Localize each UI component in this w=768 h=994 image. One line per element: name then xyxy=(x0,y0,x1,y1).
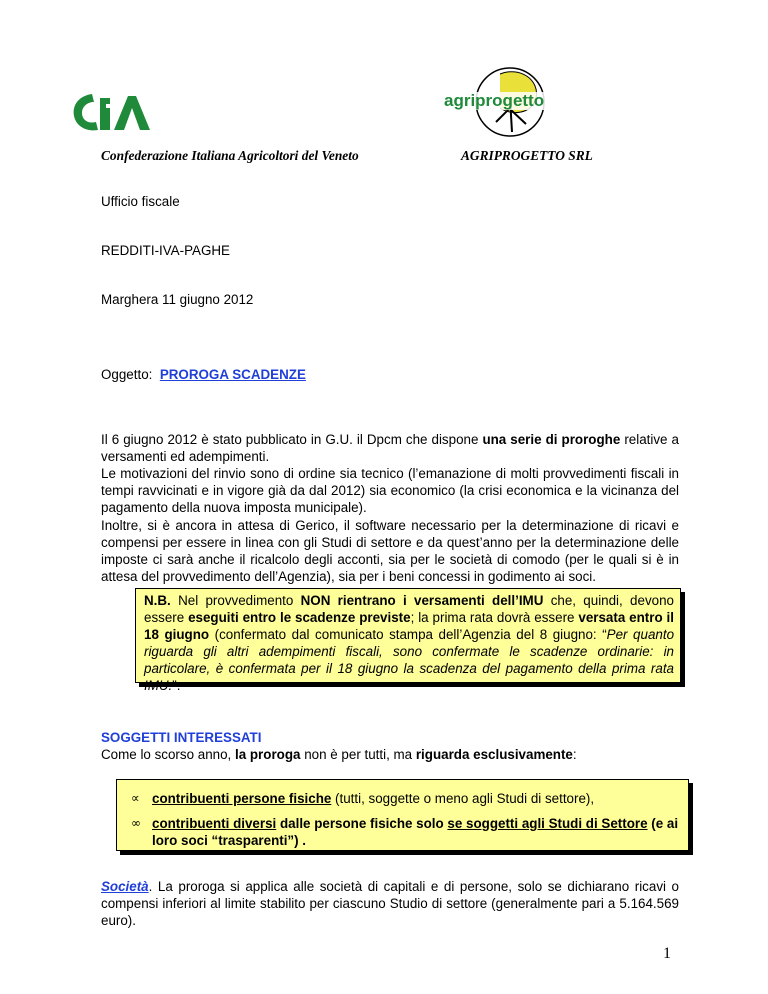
paragraph-gerico: Inoltre, si è ancora in attesa di Gerico, il software necessario per la determinazione di ricavi e compensi per essere in linea con gli Studi di settore e da quest’anno per la determinazione delle imposte ci sarà anche il ricalcolo degli acconti, sia per le società di comodo (per le quali si è in attesa del provvedimento dell’Agenzia), sia per i beni concessi in godimento ai soci. xyxy=(101,518,679,584)
bullet-2-d: (e ai loro soci “trasparenti”) . xyxy=(152,816,679,848)
societa-label: Società xyxy=(101,879,149,894)
office-label: Ufficio fiscale xyxy=(101,194,180,209)
nb-t4: che, quindi, devono essere xyxy=(144,593,674,625)
p2-text: Le motivazioni del rinvio sono di ordine sia tecnico (l’emanazione di molti provvedimenti fiscali in tempi ravvicinati e in vigore già da dal 2012) sia economico (la crisi economica e la vicinanza del pagamento della nuova imposta municipale). xyxy=(101,466,679,515)
bullet-2-b: dalle persone fisiche solo xyxy=(276,816,448,831)
societa-text: . La proroga si applica alle società di capitali e di persone, solo se dichiarano ricavi o compensi inferiori al limite stabilito per ciascuno Studio di settore (generalmente pari a 5.164.569 euro). xyxy=(101,879,679,928)
department-label: REDDITI-IVA-PAGHE xyxy=(101,243,230,258)
intro-d: riguarda esclusivamente xyxy=(415,747,573,762)
subject-line xyxy=(101,366,306,383)
left-org-name: Confederazione Italiana Agricoltori del Veneto xyxy=(101,148,359,163)
place-date: Marghera 11 giugno 2012 xyxy=(101,292,254,307)
nb-t5: eseguiti entro le scadenze previste xyxy=(188,610,411,625)
intro-a: Come lo scorso anno, xyxy=(101,747,235,762)
logo-right-text: agriprogetto xyxy=(444,91,545,110)
right-org-name: AGRIPROGETTO SRL xyxy=(461,148,593,163)
section-intro xyxy=(101,746,577,763)
paragraph-societa xyxy=(101,878,679,929)
p1-text-end: relative a versamenti ed adempimenti. xyxy=(101,432,679,464)
p1-bold: una serie di proroghe xyxy=(482,432,621,447)
bullet-symbol: ∝ xyxy=(131,791,140,805)
nb-quote: Per quanto riguarda gli altri adempimenti fiscali, sono confermate le scadenze ordinarie: in particolare, è confermata per il 18 giugno la scadenza del pagamento della prima rata IMU. xyxy=(144,627,675,693)
page-number: 1 xyxy=(663,945,671,962)
paragraph-intro xyxy=(101,431,679,516)
nb-t6: ; la prima rata dovrà essere xyxy=(410,610,579,625)
section-title: SOGGETTI INTERESSATI xyxy=(101,730,262,745)
bullet-2-a: contribuenti diversi xyxy=(152,816,277,831)
subject-value: PROROGA SCADENZE xyxy=(159,367,306,382)
nb-t8: (confermato dal comunicato stampa dell’Agenzia del 8 giugno: “ xyxy=(209,627,607,642)
agriprogetto-logo xyxy=(440,58,558,140)
p1-text: Il 6 giugno 2012 è stato pubblicato in G.U. il Dpcm che dispone xyxy=(101,432,483,447)
intro-c: non è per tutti, ma xyxy=(300,747,416,762)
intro-e: : xyxy=(572,747,577,762)
bullet-text xyxy=(152,790,680,807)
nb-t2: Nel provvedimento xyxy=(170,593,301,608)
nb-t10: ”. xyxy=(172,678,181,693)
nb-text xyxy=(144,592,674,694)
nb-t7: versata entro il 18 giugno xyxy=(144,610,674,642)
bullet-1-rest: (tutti, soggette o meno agli Studi di settore), xyxy=(331,791,595,806)
bullet-2-c: se soggetti agli Studi di Settore xyxy=(447,816,648,831)
subject-label: Oggetto: xyxy=(101,367,153,382)
cia-logo xyxy=(70,90,152,134)
subjects-box xyxy=(116,779,689,851)
nb-box xyxy=(135,588,681,693)
nb-t3: NON rientrano i versamenti dell’IMU xyxy=(300,593,544,608)
intro-b: la proroga xyxy=(234,747,301,762)
bullet-symbol: ∞ xyxy=(131,816,141,830)
nb-label: N.B. xyxy=(144,593,171,608)
bullet-1-bold: contribuenti persone fisiche xyxy=(152,791,332,806)
bullet-text xyxy=(152,815,680,849)
